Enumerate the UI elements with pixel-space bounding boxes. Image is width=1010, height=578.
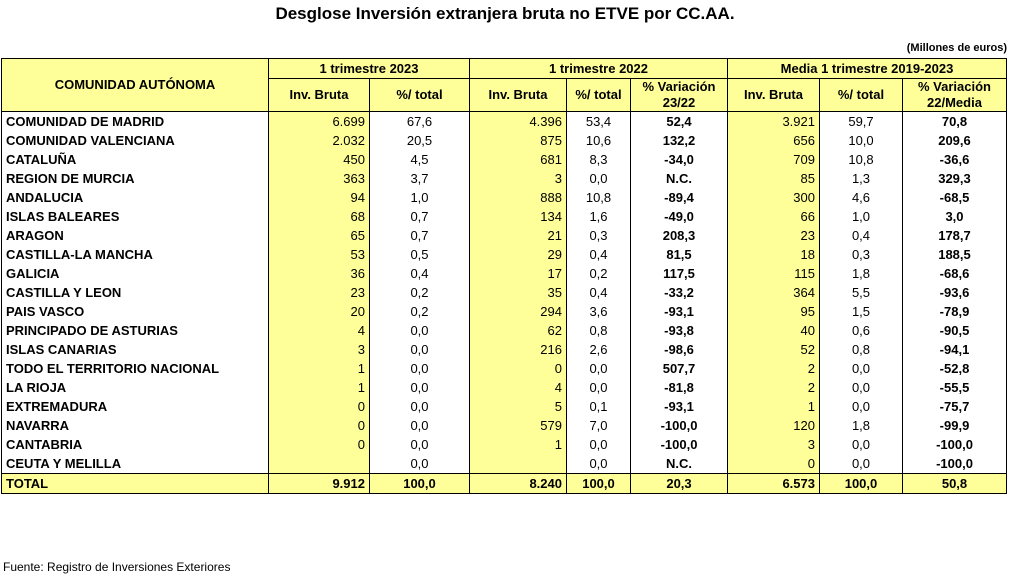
table-row [2, 321, 1007, 340]
pct-total-media-cell: 1,5 [820, 302, 903, 321]
header-inv-bruta-2022: Inv. Bruta [470, 79, 567, 112]
pct-total-2023-cell: 0,4 [370, 264, 470, 283]
table-row [2, 188, 1007, 207]
inv-bruta-2022-cell: 294 [470, 302, 567, 321]
community-name-cell: GALICIA [2, 264, 269, 283]
variation-23-22-cell: N.C. [631, 169, 728, 188]
pct-total-media-cell: 0,3 [820, 245, 903, 264]
community-name-cell: PAIS VASCO [2, 302, 269, 321]
inv-bruta-2023-cell: 0 [269, 435, 370, 454]
community-name-cell: ANDALUCIA [2, 188, 269, 207]
inv-bruta-2022-cell: 17 [470, 264, 567, 283]
variation-22-media-cell: 329,3 [903, 169, 1007, 188]
pct-total-2023-cell: 0,0 [370, 416, 470, 435]
inv-bruta-2023-cell: 450 [269, 150, 370, 169]
pct-total-2023-cell: 3,7 [370, 169, 470, 188]
inv-bruta-media-cell: 115 [728, 264, 820, 283]
investment-table [1, 58, 1007, 494]
pct-total-media-cell: 5,5 [820, 283, 903, 302]
variation-22-media-cell: 70,8 [903, 112, 1007, 132]
inv-bruta-2023-cell: 0 [269, 397, 370, 416]
table-row [2, 283, 1007, 302]
total-variation-23-22: 20,3 [631, 474, 728, 494]
header-period-2022: 1 trimestre 2022 [470, 59, 728, 79]
table-row [2, 169, 1007, 188]
pct-total-2022-cell: 0,1 [567, 397, 631, 416]
pct-total-media-cell: 0,6 [820, 321, 903, 340]
community-name-cell: ARAGON [2, 226, 269, 245]
table-row [2, 435, 1007, 454]
total-inv-2022: 8.240 [470, 474, 567, 494]
community-name-cell: COMUNIDAD VALENCIANA [2, 131, 269, 150]
inv-bruta-media-cell: 120 [728, 416, 820, 435]
inv-bruta-2023-cell: 20 [269, 302, 370, 321]
total-inv-media: 6.573 [728, 474, 820, 494]
community-name-cell: CEUTA Y MELILLA [2, 454, 269, 474]
inv-bruta-media-cell: 40 [728, 321, 820, 340]
header-period-2023: 1 trimestre 2023 [269, 59, 470, 79]
community-name-cell: CANTABRIA [2, 435, 269, 454]
variation-23-22-cell: -81,8 [631, 378, 728, 397]
inv-bruta-2022-cell: 4 [470, 378, 567, 397]
pct-total-2023-cell: 0,2 [370, 302, 470, 321]
pct-total-media-cell: 4,6 [820, 188, 903, 207]
variation-22-media-cell: -100,0 [903, 435, 1007, 454]
inv-bruta-2022-cell: 681 [470, 150, 567, 169]
community-name-cell: CATALUÑA [2, 150, 269, 169]
header-period-media: Media 1 trimestre 2019-2023 [728, 59, 1007, 79]
pct-total-2022-cell: 7,0 [567, 416, 631, 435]
total-label: TOTAL [2, 474, 269, 494]
pct-total-2023-cell: 0,0 [370, 321, 470, 340]
total-pct-2023: 100,0 [370, 474, 470, 494]
variation-23-22-cell: -98,6 [631, 340, 728, 359]
variation-22-media-cell: -94,1 [903, 340, 1007, 359]
variation-22-media-cell: -90,5 [903, 321, 1007, 340]
total-pct-media: 100,0 [820, 474, 903, 494]
inv-bruta-2022-cell: 216 [470, 340, 567, 359]
table-row [2, 207, 1007, 226]
pct-total-2022-cell: 0,0 [567, 169, 631, 188]
header-variation-23-22: % Variación 23/22 [631, 79, 728, 112]
community-name-cell: TODO EL TERRITORIO NACIONAL [2, 359, 269, 378]
variation-23-22-cell: 208,3 [631, 226, 728, 245]
pct-total-media-cell: 0,4 [820, 226, 903, 245]
variation-22-media-cell: -68,5 [903, 188, 1007, 207]
variation-23-22-cell: 507,7 [631, 359, 728, 378]
variation-23-22-cell: N.C. [631, 454, 728, 474]
inv-bruta-2022-cell [470, 454, 567, 474]
inv-bruta-2023-cell: 0 [269, 416, 370, 435]
variation-23-22-cell: -49,0 [631, 207, 728, 226]
inv-bruta-media-cell: 300 [728, 188, 820, 207]
table-row [2, 302, 1007, 321]
variation-22-media-cell: -52,8 [903, 359, 1007, 378]
inv-bruta-media-cell: 85 [728, 169, 820, 188]
pct-total-2023-cell: 0,0 [370, 378, 470, 397]
inv-bruta-2023-cell: 23 [269, 283, 370, 302]
pct-total-media-cell: 0,0 [820, 378, 903, 397]
inv-bruta-2023-cell: 363 [269, 169, 370, 188]
total-inv-2023: 9.912 [269, 474, 370, 494]
pct-total-media-cell: 1,8 [820, 416, 903, 435]
variation-22-media-cell: -55,5 [903, 378, 1007, 397]
inv-bruta-2022-cell: 5 [470, 397, 567, 416]
inv-bruta-2023-cell: 36 [269, 264, 370, 283]
variation-22-media-cell: -75,7 [903, 397, 1007, 416]
inv-bruta-2023-cell: 6.699 [269, 112, 370, 132]
variation-23-22-cell: 81,5 [631, 245, 728, 264]
table-row [2, 454, 1007, 474]
pct-total-media-cell: 10,0 [820, 131, 903, 150]
pct-total-2023-cell: 0,0 [370, 359, 470, 378]
pct-total-2022-cell: 1,6 [567, 207, 631, 226]
variation-22-media-cell: -100,0 [903, 454, 1007, 474]
pct-total-2023-cell: 0,5 [370, 245, 470, 264]
pct-total-media-cell: 10,8 [820, 150, 903, 169]
page-title: Desglose Inversión extranjera bruta no ETVE por CC.AA. [275, 4, 735, 23]
pct-total-2023-cell: 0,0 [370, 340, 470, 359]
inv-bruta-2023-cell: 65 [269, 226, 370, 245]
variation-22-media-cell: 188,5 [903, 245, 1007, 264]
variation-23-22-cell: -93,1 [631, 302, 728, 321]
pct-total-media-cell: 1,8 [820, 264, 903, 283]
table-row [2, 340, 1007, 359]
table-row [2, 359, 1007, 378]
pct-total-2022-cell: 2,6 [567, 340, 631, 359]
inv-bruta-2022-cell: 875 [470, 131, 567, 150]
variation-22-media-cell: -99,9 [903, 416, 1007, 435]
pct-total-media-cell: 0,0 [820, 397, 903, 416]
inv-bruta-2023-cell: 2.032 [269, 131, 370, 150]
inv-bruta-media-cell: 23 [728, 226, 820, 245]
table-row [2, 378, 1007, 397]
variation-23-22-cell: 117,5 [631, 264, 728, 283]
inv-bruta-media-cell: 656 [728, 131, 820, 150]
variation-23-22-cell: -33,2 [631, 283, 728, 302]
pct-total-media-cell: 0,0 [820, 359, 903, 378]
pct-total-2022-cell: 0,0 [567, 454, 631, 474]
inv-bruta-2022-cell: 29 [470, 245, 567, 264]
inv-bruta-2023-cell: 1 [269, 378, 370, 397]
variation-22-media-cell: 3,0 [903, 207, 1007, 226]
table-row [2, 112, 1007, 132]
community-name-cell: PRINCIPADO DE ASTURIAS [2, 321, 269, 340]
pct-total-2023-cell: 20,5 [370, 131, 470, 150]
pct-total-media-cell: 1,3 [820, 169, 903, 188]
inv-bruta-2022-cell: 3 [470, 169, 567, 188]
community-name-cell: LA RIOJA [2, 378, 269, 397]
community-name-cell: ISLAS CANARIAS [2, 340, 269, 359]
table-row [2, 397, 1007, 416]
table-row [2, 416, 1007, 435]
inv-bruta-2022-cell: 62 [470, 321, 567, 340]
variation-23-22-cell: -100,0 [631, 435, 728, 454]
header-community: COMUNIDAD AUTÓNOMA [2, 59, 269, 112]
pct-total-2023-cell: 0,7 [370, 207, 470, 226]
inv-bruta-media-cell: 1 [728, 397, 820, 416]
inv-bruta-2023-cell [269, 454, 370, 474]
total-pct-2022: 100,0 [567, 474, 631, 494]
inv-bruta-media-cell: 0 [728, 454, 820, 474]
inv-bruta-2022-cell: 888 [470, 188, 567, 207]
inv-bruta-media-cell: 709 [728, 150, 820, 169]
inv-bruta-media-cell: 3 [728, 435, 820, 454]
inv-bruta-2022-cell: 1 [470, 435, 567, 454]
inv-bruta-2022-cell: 0 [470, 359, 567, 378]
units-note: (Millones de euros) [906, 42, 1007, 54]
pct-total-2022-cell: 0,0 [567, 435, 631, 454]
pct-total-2023-cell: 4,5 [370, 150, 470, 169]
pct-total-2022-cell: 10,8 [567, 188, 631, 207]
inv-bruta-media-cell: 52 [728, 340, 820, 359]
pct-total-2022-cell: 0,8 [567, 321, 631, 340]
table-row [2, 264, 1007, 283]
inv-bruta-2023-cell: 94 [269, 188, 370, 207]
pct-total-2022-cell: 53,4 [567, 112, 631, 132]
header-variation-22-media: % Variación 22/Media [903, 79, 1007, 112]
pct-total-media-cell: 0,0 [820, 435, 903, 454]
community-name-cell: EXTREMADURA [2, 397, 269, 416]
inv-bruta-2022-cell: 21 [470, 226, 567, 245]
inv-bruta-2022-cell: 35 [470, 283, 567, 302]
pct-total-2023-cell: 0,7 [370, 226, 470, 245]
pct-total-2023-cell: 0,2 [370, 283, 470, 302]
pct-total-2022-cell: 0,4 [567, 283, 631, 302]
variation-22-media-cell: -68,6 [903, 264, 1007, 283]
inv-bruta-2022-cell: 4.396 [470, 112, 567, 132]
total-row [2, 474, 1007, 494]
header-pct-total-media: %/ total [820, 79, 903, 112]
inv-bruta-2022-cell: 579 [470, 416, 567, 435]
pct-total-2023-cell: 0,0 [370, 435, 470, 454]
variation-22-media-cell: -36,6 [903, 150, 1007, 169]
variation-23-22-cell: -100,0 [631, 416, 728, 435]
inv-bruta-media-cell: 18 [728, 245, 820, 264]
total-variation-22-media: 50,8 [903, 474, 1007, 494]
variation-22-media-cell: -78,9 [903, 302, 1007, 321]
inv-bruta-2023-cell: 1 [269, 359, 370, 378]
pct-total-2022-cell: 0,2 [567, 264, 631, 283]
pct-total-2023-cell: 67,6 [370, 112, 470, 132]
pct-total-2022-cell: 10,6 [567, 131, 631, 150]
pct-total-media-cell: 1,0 [820, 207, 903, 226]
inv-bruta-media-cell: 3.921 [728, 112, 820, 132]
variation-23-22-cell: -93,8 [631, 321, 728, 340]
community-name-cell: NAVARRA [2, 416, 269, 435]
table-row [2, 150, 1007, 169]
pct-total-2022-cell: 0,0 [567, 378, 631, 397]
inv-bruta-2022-cell: 134 [470, 207, 567, 226]
community-name-cell: ISLAS BALEARES [2, 207, 269, 226]
pct-total-2023-cell: 0,0 [370, 454, 470, 474]
inv-bruta-media-cell: 95 [728, 302, 820, 321]
pct-total-media-cell: 0,8 [820, 340, 903, 359]
inv-bruta-media-cell: 66 [728, 207, 820, 226]
inv-bruta-2023-cell: 53 [269, 245, 370, 264]
header-inv-bruta-media: Inv. Bruta [728, 79, 820, 112]
pct-total-2022-cell: 0,0 [567, 359, 631, 378]
inv-bruta-2023-cell: 68 [269, 207, 370, 226]
header-pct-total-2022: %/ total [567, 79, 631, 112]
community-name-cell: REGION DE MURCIA [2, 169, 269, 188]
variation-22-media-cell: 209,6 [903, 131, 1007, 150]
table-body [2, 112, 1007, 474]
header-pct-total-2023: %/ total [370, 79, 470, 112]
community-name-cell: CASTILLA-LA MANCHA [2, 245, 269, 264]
variation-23-22-cell: -93,1 [631, 397, 728, 416]
inv-bruta-media-cell: 364 [728, 283, 820, 302]
variation-23-22-cell: -89,4 [631, 188, 728, 207]
pct-total-2022-cell: 0,4 [567, 245, 631, 264]
pct-total-2022-cell: 8,3 [567, 150, 631, 169]
variation-22-media-cell: -93,6 [903, 283, 1007, 302]
community-name-cell: COMUNIDAD DE MADRID [2, 112, 269, 132]
pct-total-2022-cell: 3,6 [567, 302, 631, 321]
pct-total-2023-cell: 1,0 [370, 188, 470, 207]
community-name-cell: CASTILLA Y LEON [2, 283, 269, 302]
variation-23-22-cell: -34,0 [631, 150, 728, 169]
variation-22-media-cell: 178,7 [903, 226, 1007, 245]
pct-total-2022-cell: 0,3 [567, 226, 631, 245]
pct-total-2023-cell: 0,0 [370, 397, 470, 416]
pct-total-media-cell: 0,0 [820, 454, 903, 474]
inv-bruta-2023-cell: 4 [269, 321, 370, 340]
source-note: Fuente: Registro de Inversiones Exteriores [3, 560, 231, 574]
inv-bruta-media-cell: 2 [728, 378, 820, 397]
inv-bruta-media-cell: 2 [728, 359, 820, 378]
inv-bruta-2023-cell: 3 [269, 340, 370, 359]
variation-23-22-cell: 132,2 [631, 131, 728, 150]
table-row [2, 226, 1007, 245]
variation-23-22-cell: 52,4 [631, 112, 728, 132]
table-row [2, 245, 1007, 264]
table-row [2, 131, 1007, 150]
header-inv-bruta-2023: Inv. Bruta [269, 79, 370, 112]
pct-total-media-cell: 59,7 [820, 112, 903, 132]
